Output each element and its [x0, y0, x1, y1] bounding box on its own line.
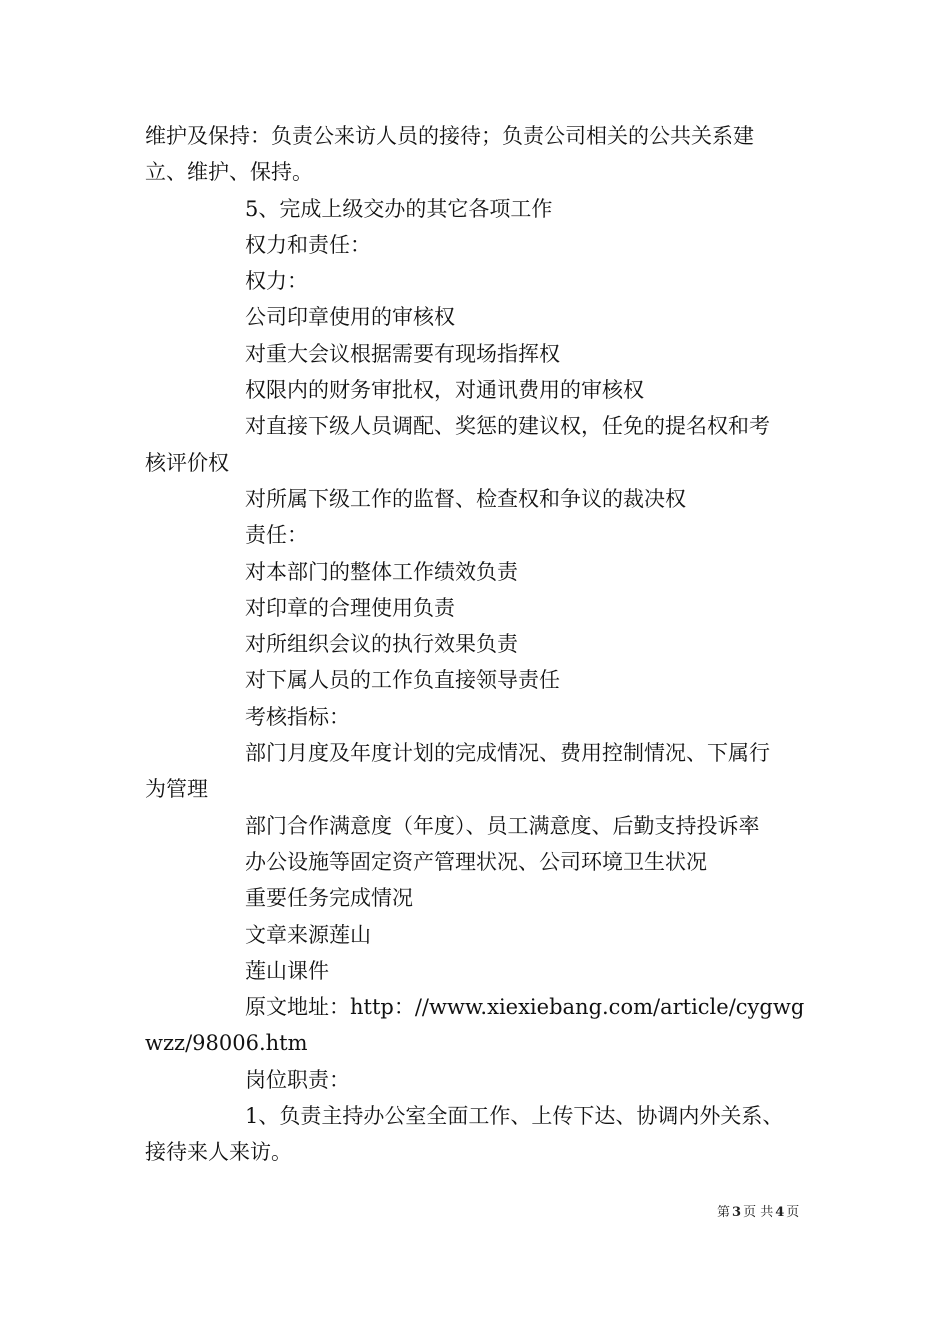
text-line: 莲山课件 — [245, 958, 329, 983]
text-line: 对直接下级人员调配、奖惩的建议权，任免的提名权和考 — [245, 414, 770, 439]
text-line: 权限内的财务审批权，对通讯费用的审核权 — [245, 378, 644, 403]
text-line: 办公设施等固定资产管理状况、公司环境卫生状况 — [245, 849, 707, 874]
text-line: 对本部门的整体工作绩效负责 — [245, 559, 518, 584]
text-line: 立、维护、保持。 — [145, 160, 313, 185]
text-line: 对下属人员的工作负直接领导责任 — [245, 668, 560, 693]
text-line: 对所属下级工作的监督、检查权和争议的裁决权 — [245, 486, 686, 511]
text-line: 5、完成上级交办的其它各项工作 — [245, 196, 553, 221]
footer-current-page: 3 — [732, 1205, 742, 1220]
footer-prefix: 第 — [717, 1205, 731, 1220]
text-line: wzz/98006.htm — [145, 1031, 308, 1056]
text-line: 责任： — [245, 523, 308, 548]
text-line: 对重大会议根据需要有现场指挥权 — [245, 341, 560, 366]
text-line: 维护及保持：负责公来访人员的接待；负责公司相关的公共关系建 — [145, 124, 754, 148]
footer-total-pages: 4 — [775, 1205, 785, 1220]
text-line: 考核指标： — [245, 704, 350, 729]
text-line: 权力： — [245, 269, 308, 294]
text-line: 部门月度及年度计划的完成情况、费用控制情况、下属行 — [245, 741, 770, 766]
text-line: 部门合作满意度（年度）、员工满意度、后勤支持投诉率 — [245, 813, 760, 838]
text-line: 对印章的合理使用负责 — [245, 595, 455, 620]
text-line: 对所组织会议的执行效果负责 — [245, 632, 518, 657]
text-line: 核评价权 — [145, 450, 229, 475]
text-line: 为管理 — [145, 777, 208, 802]
text-line: 原文地址：http：//www.xiexiebang.com/article/cygwg — [245, 995, 805, 1020]
footer-middle: 页 共 — [743, 1205, 774, 1220]
text-line: 重要任务完成情况 — [245, 886, 413, 911]
document-body — [145, 118, 810, 1171]
text-line: 接待来人来访。 — [145, 1140, 292, 1165]
page-footer — [717, 1204, 799, 1222]
text-line: 岗位职责： — [245, 1067, 350, 1092]
text-line: 文章来源莲山 — [245, 922, 371, 947]
text-line: 公司印章使用的审核权 — [245, 305, 455, 330]
text-line: 权力和责任： — [245, 232, 371, 257]
text-line: 1、负责主持办公室全面工作、上传下达、协调内外关系、 — [245, 1104, 784, 1129]
footer-suffix: 页 — [786, 1205, 800, 1220]
